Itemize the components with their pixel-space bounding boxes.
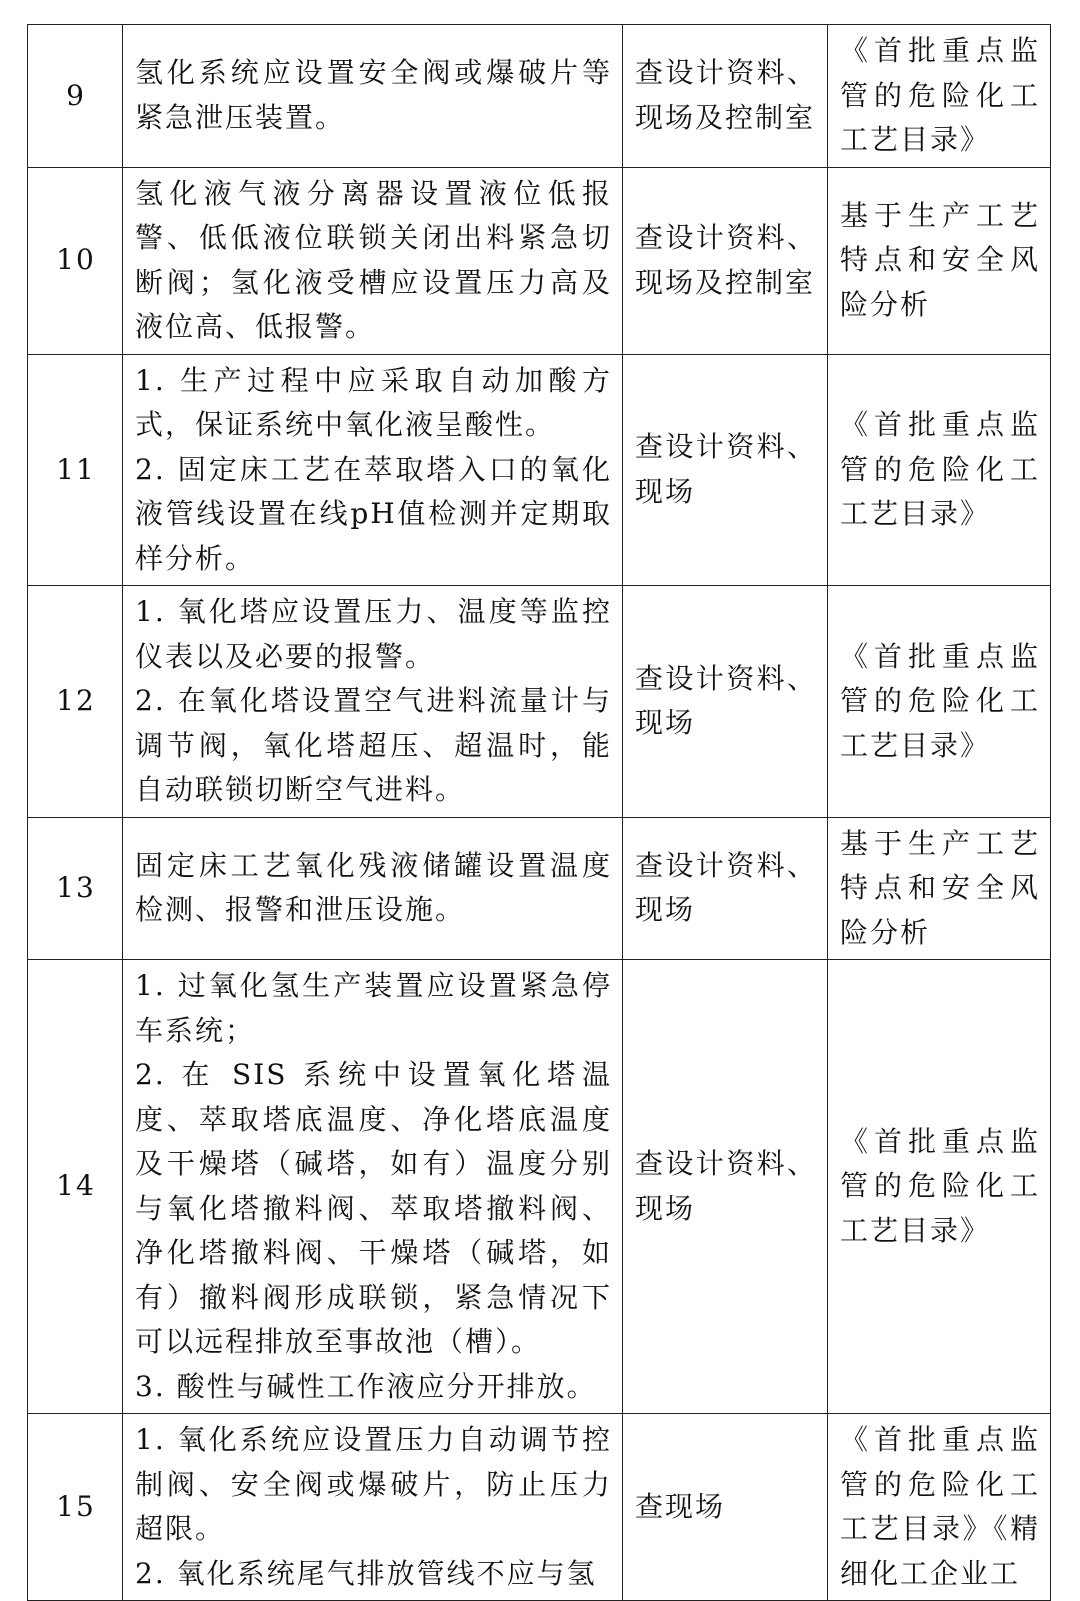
row-number: 13 [28,817,123,960]
check-method-cell: 查设计资料、现场 [623,960,828,1414]
requirement-cell [123,25,623,168]
requirement-cell [123,586,623,818]
table-row [28,960,1051,1414]
requirement-cell [123,167,623,354]
table-row [28,1414,1051,1601]
check-method-cell: 查现场 [623,1414,828,1601]
row-number: 11 [28,354,123,586]
requirement-text: 固定床工艺氧化残液储罐设置温度检测、报警和泄压设施。 [135,848,612,927]
requirements-table [27,24,1051,1601]
row-number: 15 [28,1414,123,1601]
requirement-cell [123,960,623,1414]
requirement-cell [123,817,623,960]
requirement-item: 2. 在 SIS 系统中设置氧化塔温度、萃取塔底温度、净化塔底温度及干燥塔（碱塔，如有）温度分别与氧化塔撤料阀、萃取塔撤料阀、净化塔撤料阀、干燥塔（碱塔，如有）撤料阀形成联锁，紧急情况下可以远程排放至事故池（槽）。 [135,1058,612,1358]
check-method-cell: 查设计资料、现场及控制室 [623,167,828,354]
check-method-cell: 查设计资料、现场 [623,817,828,960]
table-row [28,817,1051,960]
basis-cell: 《首批重点监管的危险化工工艺目录》 [828,960,1051,1414]
requirement-text: 氢化液气液分离器设置液位低报警、低低液位联锁关闭出料紧急切断阀；氢化液受槽应设置压力高及液位高、低报警。 [135,176,612,343]
requirement-item: 2. 固定床工艺在萃取塔入口的氧化液管线设置在线pH值检测并定期取样分析。 [135,452,612,575]
requirement-item: 1. 氧化系统应设置压力自动调节控制阀、安全阀或爆破片，防止压力超限。 [135,1423,612,1545]
row-number: 9 [28,25,123,168]
basis-cell: 《首批重点监管的危险化工工艺目录》 [828,586,1051,818]
table-row [28,167,1051,354]
basis-cell: 《首批重点监管的危险化工工艺目录》 [828,25,1051,168]
basis-cell: 基于生产工艺特点和安全风险分析 [828,167,1051,354]
basis-cell: 基于生产工艺特点和安全风险分析 [828,817,1051,960]
basis-cell: 《首批重点监管的危险化工工艺目录》《精细化工企业工 [828,1414,1051,1601]
requirement-item: 2. 氧化系统尾气排放管线不应与氢 [135,1556,597,1590]
requirement-item: 1. 过氧化氢生产装置应设置紧急停车系统； [135,969,612,1047]
row-number: 10 [28,167,123,354]
table-row [28,354,1051,586]
basis-cell: 《首批重点监管的危险化工工艺目录》 [828,354,1051,586]
check-method-cell: 查设计资料、现场 [623,354,828,586]
table-row [28,25,1051,168]
requirement-text: 氢化系统应设置安全阀或爆破片等紧急泄压装置。 [135,56,612,134]
check-method-cell: 查设计资料、现场 [623,586,828,818]
check-method-cell: 查设计资料、现场及控制室 [623,25,828,168]
table-row [28,586,1051,818]
requirement-item: 3. 酸性与碱性工作液应分开排放。 [135,1369,597,1403]
requirement-cell [123,354,623,586]
row-number: 12 [28,586,123,818]
requirement-cell [123,1414,623,1601]
requirement-item: 1. 氧化塔应设置压力、温度等监控仪表以及必要的报警。 [135,595,612,673]
row-number: 14 [28,960,123,1414]
requirement-item: 1. 生产过程中应采取自动加酸方式，保证系统中氧化液呈酸性。 [135,363,612,441]
requirement-item: 2. 在氧化塔设置空气进料流量计与调节阀，氧化塔超压、超温时，能自动联锁切断空气进料。 [135,684,612,806]
